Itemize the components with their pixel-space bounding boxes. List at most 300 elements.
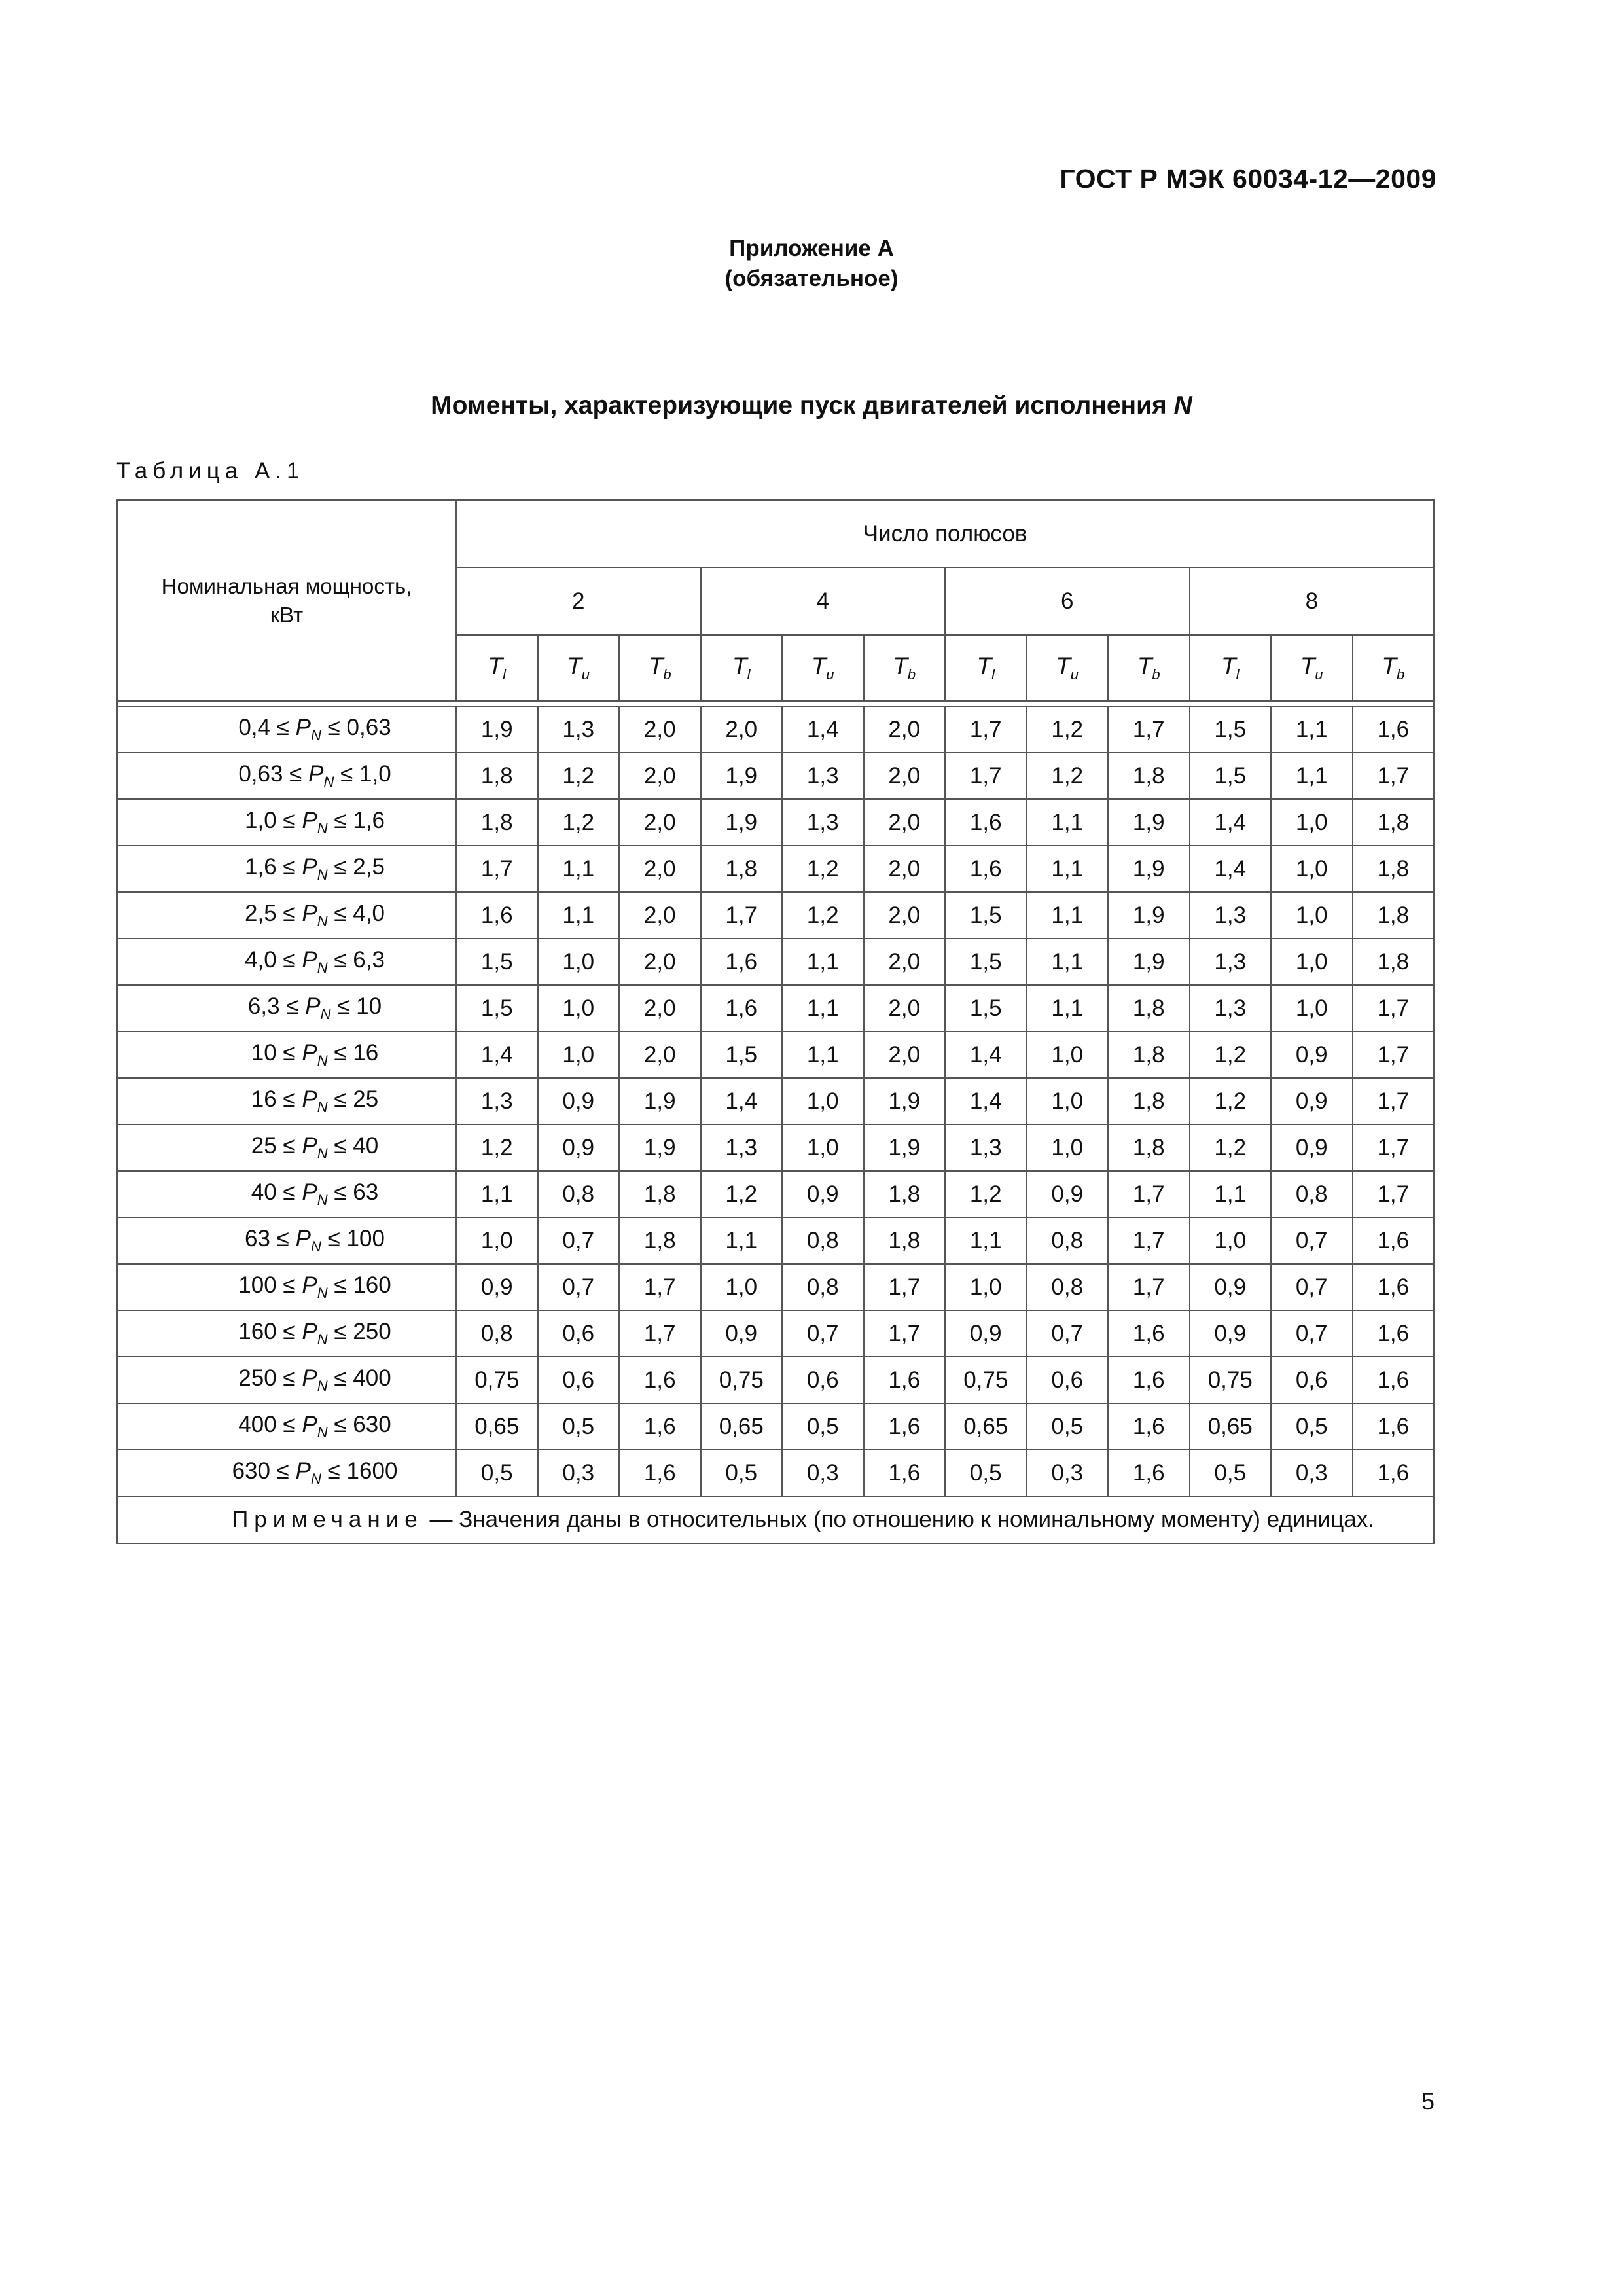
table-caption: Таблица А.1 xyxy=(116,458,305,484)
range-variable: P xyxy=(302,1086,317,1112)
symbol-cell xyxy=(1027,635,1109,701)
torque-symbol xyxy=(488,653,507,683)
range-subscript: N xyxy=(317,960,328,976)
power-range-cell xyxy=(117,1450,456,1496)
value-cell: 1,2 xyxy=(538,799,620,846)
note-label: Примечание xyxy=(232,1507,423,1532)
value-cell: 0,65 xyxy=(1190,1403,1272,1450)
pole-count-cell: 6 xyxy=(945,567,1190,635)
value-cell: 1,7 xyxy=(619,1264,701,1310)
table-note xyxy=(117,1496,1434,1543)
range-low: 400 ≤ xyxy=(238,1412,296,1437)
value-cell: 1,7 xyxy=(619,1310,701,1357)
value-cell: 1,5 xyxy=(456,939,538,985)
header-power-label: Номинальная мощность, кВт xyxy=(161,573,412,627)
range-variable: P xyxy=(302,1179,317,1205)
value-cell: 1,8 xyxy=(1108,753,1190,799)
range-subscript: N xyxy=(311,727,321,744)
range-high: ≤ 63 xyxy=(334,1179,379,1205)
range-low: 250 ≤ xyxy=(238,1365,296,1391)
value-cell: 1,4 xyxy=(701,1078,783,1124)
header-power-cell xyxy=(117,500,456,701)
value-cell: 0,3 xyxy=(1271,1450,1353,1496)
value-cell: 0,9 xyxy=(538,1078,620,1124)
value-cell: 1,4 xyxy=(1190,799,1272,846)
value-cell: 1,0 xyxy=(538,939,620,985)
table-row xyxy=(117,846,1434,892)
power-range-cell xyxy=(117,892,456,939)
value-cell: 1,0 xyxy=(1027,1124,1109,1171)
value-cell: 1,4 xyxy=(782,706,864,753)
value-cell: 2,0 xyxy=(619,799,701,846)
symbol-cell xyxy=(945,635,1027,701)
value-cell: 0,9 xyxy=(456,1264,538,1310)
value-cell: 0,6 xyxy=(1271,1357,1353,1403)
value-cell: 1,1 xyxy=(1190,1171,1272,1217)
value-cell: 0,8 xyxy=(1271,1171,1353,1217)
range-subscript: N xyxy=(311,1471,321,1487)
table-row xyxy=(117,1403,1434,1450)
symbol-cell xyxy=(701,635,783,701)
value-cell: 1,6 xyxy=(619,1357,701,1403)
value-cell: 0,9 xyxy=(1190,1264,1272,1310)
value-cell: 1,6 xyxy=(864,1403,946,1450)
value-cell: 0,5 xyxy=(456,1450,538,1496)
value-cell: 1,8 xyxy=(456,799,538,846)
value-cell: 0,6 xyxy=(538,1310,620,1357)
value-cell: 1,7 xyxy=(1353,1031,1435,1078)
value-cell: 0,6 xyxy=(782,1357,864,1403)
range-high: ≤ 1600 xyxy=(327,1458,398,1484)
range-subscript: N xyxy=(317,1099,328,1115)
value-cell: 1,2 xyxy=(1027,753,1109,799)
symbol-subscript: b xyxy=(1152,666,1160,683)
value-cell: 1,9 xyxy=(456,706,538,753)
symbol-base: T xyxy=(811,653,827,679)
range-low: 1,0 ≤ xyxy=(245,808,296,833)
value-cell: 0,6 xyxy=(538,1357,620,1403)
value-cell: 1,5 xyxy=(945,892,1027,939)
value-cell: 0,7 xyxy=(538,1217,620,1264)
value-cell: 1,8 xyxy=(1353,846,1435,892)
power-range-cell xyxy=(117,706,456,753)
range-low: 40 ≤ xyxy=(251,1179,296,1205)
value-cell: 0,75 xyxy=(1190,1357,1272,1403)
value-cell: 0,65 xyxy=(945,1403,1027,1450)
value-cell: 1,7 xyxy=(701,892,783,939)
value-cell: 2,0 xyxy=(864,985,946,1031)
value-cell: 0,8 xyxy=(782,1217,864,1264)
value-cell: 1,9 xyxy=(701,799,783,846)
value-cell: 0,8 xyxy=(456,1310,538,1357)
value-cell: 2,0 xyxy=(864,846,946,892)
table-row xyxy=(117,892,1434,939)
pole-count-cell: 4 xyxy=(701,567,946,635)
power-range-cell xyxy=(117,1078,456,1124)
value-cell: 1,7 xyxy=(1108,706,1190,753)
value-cell: 1,0 xyxy=(538,985,620,1031)
range-high: ≤ 630 xyxy=(334,1412,391,1437)
document-title-symbol: N xyxy=(1173,391,1192,420)
value-cell: 2,0 xyxy=(619,985,701,1031)
value-cell: 1,7 xyxy=(945,753,1027,799)
value-cell: 0,7 xyxy=(1271,1310,1353,1357)
range-variable: P xyxy=(305,994,321,1019)
value-cell: 1,0 xyxy=(1271,799,1353,846)
range-subscript: N xyxy=(317,913,328,929)
value-cell: 0,9 xyxy=(538,1124,620,1171)
document-title-text: Моменты, характеризующие пуск двигателей исполнения xyxy=(431,391,1167,420)
pole-count-cell: 8 xyxy=(1190,567,1435,635)
value-cell: 1,9 xyxy=(1108,799,1190,846)
range-low: 630 ≤ xyxy=(232,1458,289,1484)
value-cell: 2,0 xyxy=(864,939,946,985)
value-cell: 1,3 xyxy=(1190,892,1272,939)
range-subscript: N xyxy=(317,1192,328,1208)
power-range-cell xyxy=(117,1171,456,1217)
table-row xyxy=(117,1450,1434,1496)
value-cell: 1,8 xyxy=(619,1217,701,1264)
symbol-cell xyxy=(1353,635,1435,701)
value-cell: 1,8 xyxy=(619,1171,701,1217)
value-cell: 1,6 xyxy=(1353,1217,1435,1264)
value-cell: 0,9 xyxy=(1271,1124,1353,1171)
range-subscript: N xyxy=(317,1331,328,1348)
value-cell: 1,2 xyxy=(456,1124,538,1171)
value-cell: 0,7 xyxy=(1027,1310,1109,1357)
value-cell: 0,5 xyxy=(1271,1403,1353,1450)
symbol-base: T xyxy=(893,653,908,679)
value-cell: 1,9 xyxy=(1108,892,1190,939)
symbol-subscript: u xyxy=(581,666,590,683)
value-cell: 1,6 xyxy=(864,1450,946,1496)
symbol-base: T xyxy=(648,653,664,679)
value-cell: 1,3 xyxy=(782,753,864,799)
value-cell: 0,9 xyxy=(1271,1078,1353,1124)
value-cell: 0,9 xyxy=(1271,1031,1353,1078)
value-cell: 1,0 xyxy=(1271,985,1353,1031)
torque-table xyxy=(116,499,1435,1544)
value-cell: 1,3 xyxy=(701,1124,783,1171)
range-variable: P xyxy=(302,1272,317,1298)
range-variable: P xyxy=(302,947,317,973)
value-cell: 1,8 xyxy=(456,753,538,799)
range-variable: P xyxy=(302,854,317,880)
value-cell: 2,0 xyxy=(701,706,783,753)
range-variable: P xyxy=(302,808,317,833)
value-cell: 1,9 xyxy=(619,1124,701,1171)
value-cell: 1,3 xyxy=(456,1078,538,1124)
range-variable: P xyxy=(302,1133,317,1158)
range-subscript: N xyxy=(323,774,334,790)
value-cell: 1,6 xyxy=(619,1403,701,1450)
value-cell: 1,6 xyxy=(1353,1264,1435,1310)
symbol-base: T xyxy=(976,653,992,679)
range-low: 160 ≤ xyxy=(238,1319,296,1344)
torque-symbol xyxy=(732,653,751,683)
table-row xyxy=(117,1310,1434,1357)
header-poles-cell: Число полюсов xyxy=(456,500,1434,567)
value-cell: 1,1 xyxy=(538,846,620,892)
value-cell: 2,0 xyxy=(619,939,701,985)
value-cell: 0,8 xyxy=(1027,1217,1109,1264)
range-subscript: N xyxy=(317,1052,328,1069)
value-cell: 1,9 xyxy=(1108,939,1190,985)
range-subscript: N xyxy=(317,1424,328,1441)
torque-symbol xyxy=(1137,653,1160,683)
table-row xyxy=(117,1031,1434,1078)
symbol-subscript: b xyxy=(663,666,671,683)
value-cell: 1,1 xyxy=(1271,753,1353,799)
range-variable: P xyxy=(302,1412,317,1437)
table-row xyxy=(117,939,1434,985)
value-cell: 0,3 xyxy=(538,1450,620,1496)
power-range-cell xyxy=(117,1357,456,1403)
torque-symbol xyxy=(1382,653,1405,683)
value-cell: 0,75 xyxy=(701,1357,783,1403)
symbol-subscript: u xyxy=(1070,666,1079,683)
torque-symbol xyxy=(567,653,590,683)
value-cell: 1,7 xyxy=(1353,753,1435,799)
value-cell: 1,1 xyxy=(782,939,864,985)
torque-symbol xyxy=(1056,653,1079,683)
value-cell: 1,5 xyxy=(945,939,1027,985)
value-cell: 0,5 xyxy=(1190,1450,1272,1496)
value-cell: 1,2 xyxy=(1190,1031,1272,1078)
range-high: ≤ 160 xyxy=(334,1272,391,1298)
value-cell: 0,9 xyxy=(701,1310,783,1357)
symbol-subscript: l xyxy=(747,666,751,683)
value-cell: 1,9 xyxy=(864,1124,946,1171)
value-cell: 1,8 xyxy=(864,1217,946,1264)
symbol-base: T xyxy=(1137,653,1152,679)
value-cell: 1,1 xyxy=(1027,985,1109,1031)
value-cell: 1,5 xyxy=(456,985,538,1031)
value-cell: 0,6 xyxy=(1027,1357,1109,1403)
value-cell: 1,3 xyxy=(782,799,864,846)
value-cell: 2,0 xyxy=(864,892,946,939)
value-cell: 1,2 xyxy=(1190,1078,1272,1124)
value-cell: 2,0 xyxy=(864,753,946,799)
range-high: ≤ 4,0 xyxy=(334,901,385,926)
value-cell: 1,6 xyxy=(701,939,783,985)
value-cell: 1,0 xyxy=(456,1217,538,1264)
value-cell: 1,2 xyxy=(945,1171,1027,1217)
range-low: 4,0 ≤ xyxy=(245,947,296,973)
value-cell: 1,5 xyxy=(701,1031,783,1078)
value-cell: 0,9 xyxy=(1190,1310,1272,1357)
value-cell: 1,0 xyxy=(1271,892,1353,939)
value-cell: 1,1 xyxy=(1027,939,1109,985)
value-cell: 0,9 xyxy=(945,1310,1027,1357)
value-cell: 1,6 xyxy=(701,985,783,1031)
value-cell: 1,6 xyxy=(1353,706,1435,753)
torque-symbol xyxy=(1221,653,1240,683)
value-cell: 1,8 xyxy=(1353,799,1435,846)
value-cell: 1,0 xyxy=(1190,1217,1272,1264)
symbol-cell xyxy=(782,635,864,701)
value-cell: 1,7 xyxy=(864,1310,946,1357)
symbol-subscript: u xyxy=(1315,666,1323,683)
value-cell: 0,9 xyxy=(1027,1171,1109,1217)
range-variable: P xyxy=(308,761,324,787)
value-cell: 0,8 xyxy=(1027,1264,1109,1310)
value-cell: 1,0 xyxy=(782,1124,864,1171)
power-range-cell xyxy=(117,799,456,846)
range-subscript: N xyxy=(317,820,328,836)
value-cell: 1,1 xyxy=(1027,799,1109,846)
annex-heading xyxy=(0,234,1623,294)
standard-code: ГОСТ Р МЭК 60034-12—2009 xyxy=(1060,164,1436,194)
symbol-base: T xyxy=(732,653,747,679)
value-cell: 1,5 xyxy=(1190,706,1272,753)
value-cell: 2,0 xyxy=(864,706,946,753)
symbol-subscript: b xyxy=(1396,666,1405,683)
header-separator xyxy=(117,701,1434,706)
table-row xyxy=(117,1264,1434,1310)
table-row xyxy=(117,1124,1434,1171)
value-cell: 1,3 xyxy=(538,706,620,753)
value-cell: 1,2 xyxy=(701,1171,783,1217)
value-cell: 0,65 xyxy=(456,1403,538,1450)
value-cell: 1,6 xyxy=(1108,1310,1190,1357)
value-cell: 0,65 xyxy=(701,1403,783,1450)
table-row xyxy=(117,1357,1434,1403)
range-low: 63 ≤ xyxy=(245,1226,289,1251)
value-cell: 1,8 xyxy=(701,846,783,892)
value-cell: 1,2 xyxy=(782,892,864,939)
range-high: ≤ 0,63 xyxy=(327,715,391,740)
value-cell: 1,0 xyxy=(538,1031,620,1078)
torque-symbol xyxy=(648,653,671,683)
value-cell: 2,0 xyxy=(619,753,701,799)
value-cell: 1,6 xyxy=(945,799,1027,846)
range-subscript: N xyxy=(317,1145,328,1162)
value-cell: 0,5 xyxy=(945,1450,1027,1496)
value-cell: 2,0 xyxy=(619,706,701,753)
value-cell: 0,75 xyxy=(945,1357,1027,1403)
value-cell: 2,0 xyxy=(619,846,701,892)
value-cell: 1,4 xyxy=(1190,846,1272,892)
value-cell: 0,7 xyxy=(1271,1217,1353,1264)
symbol-subscript: u xyxy=(826,666,834,683)
range-low: 0,4 ≤ xyxy=(238,715,289,740)
value-cell: 1,7 xyxy=(1353,985,1435,1031)
value-cell: 0,75 xyxy=(456,1357,538,1403)
value-cell: 1,4 xyxy=(945,1031,1027,1078)
value-cell: 1,3 xyxy=(945,1124,1027,1171)
note-text: — Значения даны в относительных (по отношению к номинальному моменту) единицах. xyxy=(429,1507,1374,1532)
range-subscript: N xyxy=(320,1006,331,1022)
range-low: 1,6 ≤ xyxy=(245,854,296,880)
value-cell: 1,5 xyxy=(1190,753,1272,799)
value-cell: 1,6 xyxy=(1108,1450,1190,1496)
symbol-base: T xyxy=(1056,653,1071,679)
value-cell: 1,7 xyxy=(1353,1171,1435,1217)
range-low: 0,63 ≤ xyxy=(238,761,302,787)
power-range-cell xyxy=(117,846,456,892)
power-range-cell xyxy=(117,1031,456,1078)
value-cell: 1,4 xyxy=(945,1078,1027,1124)
table-row xyxy=(117,753,1434,799)
value-cell: 0,8 xyxy=(538,1171,620,1217)
range-variable: P xyxy=(302,901,317,926)
value-cell: 1,8 xyxy=(1108,1031,1190,1078)
table-row xyxy=(117,1078,1434,1124)
value-cell: 1,0 xyxy=(782,1078,864,1124)
symbol-base: T xyxy=(1382,653,1397,679)
value-cell: 1,7 xyxy=(1353,1124,1435,1171)
value-cell: 1,7 xyxy=(1108,1171,1190,1217)
value-cell: 1,6 xyxy=(1353,1357,1435,1403)
symbol-subscript: b xyxy=(907,666,916,683)
torque-symbol xyxy=(811,653,834,683)
value-cell: 0,5 xyxy=(538,1403,620,1450)
header-separator-cell xyxy=(117,701,1434,706)
value-cell: 1,9 xyxy=(864,1078,946,1124)
symbol-cell xyxy=(538,635,620,701)
value-cell: 0,5 xyxy=(782,1403,864,1450)
value-cell: 1,0 xyxy=(701,1264,783,1310)
value-cell: 1,8 xyxy=(1108,1124,1190,1171)
table-row xyxy=(117,799,1434,846)
value-cell: 1,9 xyxy=(1108,846,1190,892)
range-variable: P xyxy=(295,1226,311,1251)
range-high: ≤ 2,5 xyxy=(334,854,385,880)
symbol-cell xyxy=(1108,635,1190,701)
value-cell: 1,6 xyxy=(1353,1450,1435,1496)
range-high: ≤ 1,6 xyxy=(334,808,385,833)
value-cell: 2,0 xyxy=(619,1031,701,1078)
symbol-cell xyxy=(1190,635,1272,701)
value-cell: 1,9 xyxy=(701,753,783,799)
table-row xyxy=(117,706,1434,753)
table-row xyxy=(117,1171,1434,1217)
value-cell: 1,7 xyxy=(1108,1217,1190,1264)
range-low: 10 ≤ xyxy=(251,1040,296,1066)
value-cell: 0,8 xyxy=(782,1264,864,1310)
value-cell: 1,1 xyxy=(456,1171,538,1217)
value-cell: 1,9 xyxy=(619,1078,701,1124)
range-low: 16 ≤ xyxy=(251,1086,296,1112)
value-cell: 1,0 xyxy=(1027,1031,1109,1078)
table-row xyxy=(117,985,1434,1031)
range-subscript: N xyxy=(311,1238,321,1255)
range-low: 100 ≤ xyxy=(238,1272,296,1298)
value-cell: 1,1 xyxy=(1027,846,1109,892)
range-low: 25 ≤ xyxy=(251,1133,296,1158)
symbol-base: T xyxy=(567,653,582,679)
range-variable: P xyxy=(295,1458,311,1484)
value-cell: 1,8 xyxy=(1108,985,1190,1031)
value-cell: 1,6 xyxy=(1353,1403,1435,1450)
value-cell: 2,0 xyxy=(864,1031,946,1078)
value-cell: 1,7 xyxy=(945,706,1027,753)
symbol-base: T xyxy=(1300,653,1315,679)
torque-symbol xyxy=(1300,653,1323,683)
range-high: ≤ 6,3 xyxy=(334,947,385,973)
value-cell: 1,1 xyxy=(945,1217,1027,1264)
value-cell: 1,0 xyxy=(1271,846,1353,892)
value-cell: 1,8 xyxy=(1353,939,1435,985)
value-cell: 1,8 xyxy=(864,1171,946,1217)
range-low: 2,5 ≤ xyxy=(245,901,296,926)
value-cell: 1,6 xyxy=(456,892,538,939)
power-range-cell xyxy=(117,1264,456,1310)
value-cell: 1,6 xyxy=(1108,1403,1190,1450)
value-cell: 1,7 xyxy=(456,846,538,892)
symbol-base: T xyxy=(1221,653,1236,679)
